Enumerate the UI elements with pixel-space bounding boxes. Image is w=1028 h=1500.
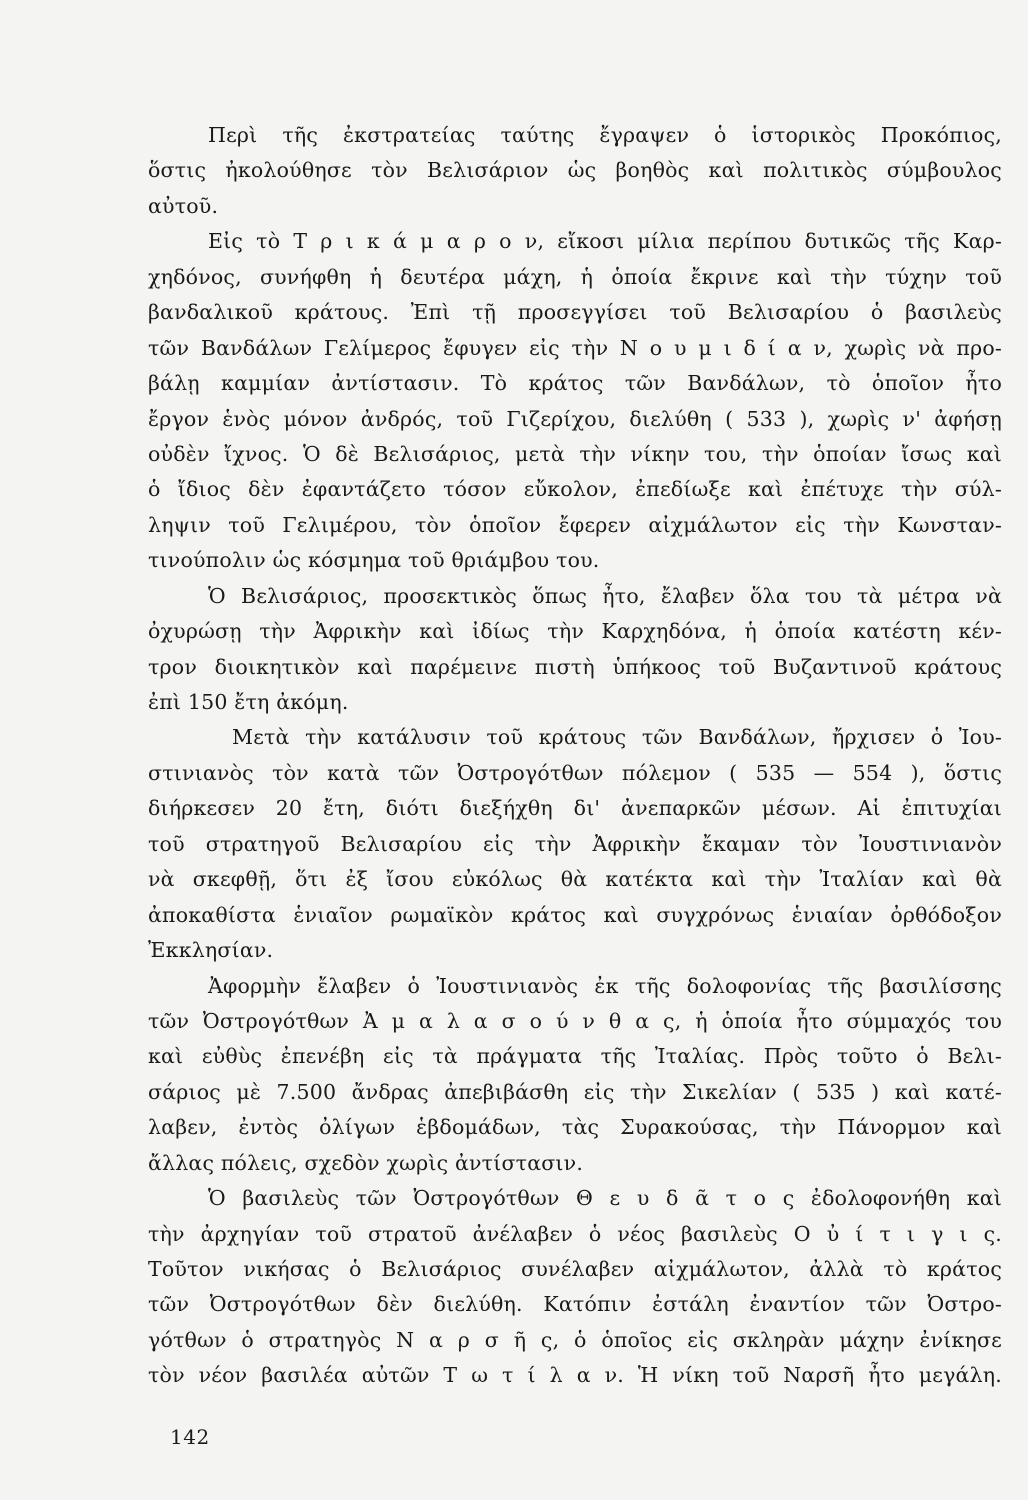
text-line: ληψιν τοῦ Γελιμέρου, τὸν ὁποῖον ἔφερεν αἰχμάλωτον εἰς τὴν Κωνσταν-	[148, 512, 1002, 537]
text-line: σάριος μὲ 7.500 ἄνδρας ἀπεβιβάσθη εἰς τὴν Σικελίαν ( 535 ) καὶ κατέ-	[148, 1079, 1002, 1104]
text-line: Ὁ βασιλεὺς τῶν Ὀστρογότθων Θ ε υ δ ᾶ τ ο ς ἐδολοφονήθη καὶ	[208, 1186, 1002, 1211]
text-line: τὸν νέον βασιλέα αὐτῶν Τ ω τ ί λ α ν. Ἡ νίκη τοῦ Ναρσῆ ἦτο μεγάλη.	[148, 1363, 1002, 1388]
text-line: Ἐκκλησίαν.	[148, 938, 274, 963]
text-line: τινούπολιν ὡς κόσμημα τοῦ θριάμβου του.	[148, 548, 600, 573]
text-line: Εἰς τὸ Τ ρ ι κ ά μ α ρ ο ν, εἴκοσι μίλια περίπου δυτικῶς τῆς Καρ-	[208, 229, 1002, 254]
text-line: βανδαλικοῦ κράτους. Ἐπὶ τῇ προσεγγίσει τοῦ Βελισαρίου ὁ βασιλεὺς	[148, 300, 1002, 325]
text-line: ὁ ἴδιος δὲν ἐφαντάζετο τόσον εὔκολον, ἐπεδίωξε καὶ ἐπέτυχε τὴν σύλ-	[148, 477, 1002, 502]
text-line: τοῦ στρατηγοῦ Βελισαρίου εἰς τὴν Ἀφρικὴν ἔκαμαν τὸν Ἰουστινιανὸν	[148, 831, 1002, 856]
text-line: Ἀφορμὴν ἔλαβεν ὁ Ἰουστινιανὸς ἐκ τῆς δολοφονίας τῆς βασιλίσσης	[208, 973, 1002, 998]
text-line: Περὶ τῆς ἐκστρατείας ταύτης ἔγραψεν ὁ ἱστορικὸς Προκόπιος,	[208, 123, 1002, 147]
text-line: ἔργον ἑνὸς μόνον ἀνδρός, τοῦ Γιζερίχου, διελύθη ( 533 ), χωρὶς ν' ἀφήσῃ	[148, 406, 1002, 431]
text-line: τὴν ἀρχηγίαν τοῦ στρατοῦ ἀνέλαβεν ὁ νέος βασιλεὺς Ο ὐ ί τ ι γ ι ς.	[148, 1221, 1002, 1246]
text-line: ὅστις ἠκολούθησε τὸν Βελισάριον ὡς βοηθὸς καὶ πολιτικὸς σύμβουλος	[148, 158, 1002, 183]
text-line: χηδόνος, συνήφθη ἡ δευτέρα μάχη, ἡ ὁποία ἔκρινε καὶ τὴν τύχην τοῦ	[148, 264, 1002, 289]
text-line: Ὁ Βελισάριος, προσεκτικὸς ὅπως ἦτο, ἔλαβεν ὅλα του τὰ μέτρα νὰ	[208, 583, 1002, 608]
text-line: γότθων ὁ στρατηγὸς Ν α ρ σ ῆ ς, ὁ ὁποῖος εἰς σκληρὰν μάχην ἐνίκησε	[148, 1327, 1002, 1352]
text-line: διήρκεσεν 20 ἔτη, διότι διεξήχθη δι' ἀνεπαρκῶν μέσων. Αἱ ἐπιτυχίαι	[148, 796, 1002, 821]
text-line: στινιανὸς τὸν κατὰ τῶν Ὀστρογότθων πόλεμον ( 535 — 554 ), ὅστις	[148, 760, 1002, 785]
text-line: καὶ εὐθὺς ἐπενέβη εἰς τὰ πράγματα τῆς Ἰταλίας. Πρὸς τοῦτο ὁ Βελι-	[148, 1044, 1002, 1069]
page-number: 142	[170, 1425, 210, 1449]
text-line: τῶν Ὀστρογότθων Ἀ μ α λ α σ ο ύ ν θ α ς, ἡ ὁποία ἦτο σύμμαχός του	[148, 1008, 1002, 1033]
text-line: τῶν Ὀστρογότθων δὲν διελύθη. Κατόπιν ἐστάλη ἐναντίον τῶν Ὀστρο-	[148, 1292, 1002, 1317]
text-line: νὰ σκεφθῇ, ὅτι ἐξ ἴσου εὐκόλως θὰ κατέκτα καὶ τὴν Ἰταλίαν καὶ θὰ	[148, 867, 1002, 892]
text-line: Μετὰ τὴν κατάλυσιν τοῦ κράτους τῶν Βανδάλων, ἤρχισεν ὁ Ἰου-	[232, 725, 1002, 750]
text-line: λαβεν, ἐντὸς ὀλίγων ἑβδομάδων, τὰς Συρακούσας, τὴν Πάνορμον καὶ	[148, 1115, 1002, 1140]
text-line: τρον διοικητικὸν καὶ παρέμεινε πιστὴ ὑπήκοος τοῦ Βυζαντινοῦ κράτους	[148, 654, 1002, 679]
text-line: ἀποκαθίστα ἑνιαῖον ρωμαϊκὸν κράτος καὶ συγχρόνως ἑνιαίαν ὀρθόδοξον	[148, 902, 1002, 927]
text-line: ἄλλας πόλεις, σχεδὸν χωρὶς ἀντίστασιν.	[148, 1150, 584, 1175]
text-line: βάλῃ καμμίαν ἀντίστασιν. Τὸ κράτος τῶν Βανδάλων, τὸ ὁποῖον ἦτο	[148, 371, 1002, 396]
text-line: Τοῦτον νικήσας ὁ Βελισάριος συνέλαβεν αἰχμάλωτον, ἀλλὰ τὸ κράτος	[148, 1257, 1002, 1281]
text-line: ὀχυρώσῃ τὴν Ἀφρικὴν καὶ ἰδίως τὴν Καρχηδόνα, ἡ ὁποία κατέστη κέν-	[148, 619, 1002, 644]
text-line: τῶν Βανδάλων Γελίμερος ἔφυγεν εἰς τὴν Ν ο υ μ ι δ ί α ν, χωρὶς νὰ προ-	[148, 335, 1002, 360]
body-text	[148, 118, 1002, 1394]
text-line: ἐπὶ 150 ἔτη ἀκόμη.	[148, 690, 349, 714]
text-line: οὐδὲν ἴχνος. Ὁ δὲ Βελισάριος, μετὰ τὴν νίκην του, τὴν ὁποίαν ἴσως καὶ	[148, 441, 1002, 466]
text-line: αὐτοῦ.	[148, 193, 219, 218]
